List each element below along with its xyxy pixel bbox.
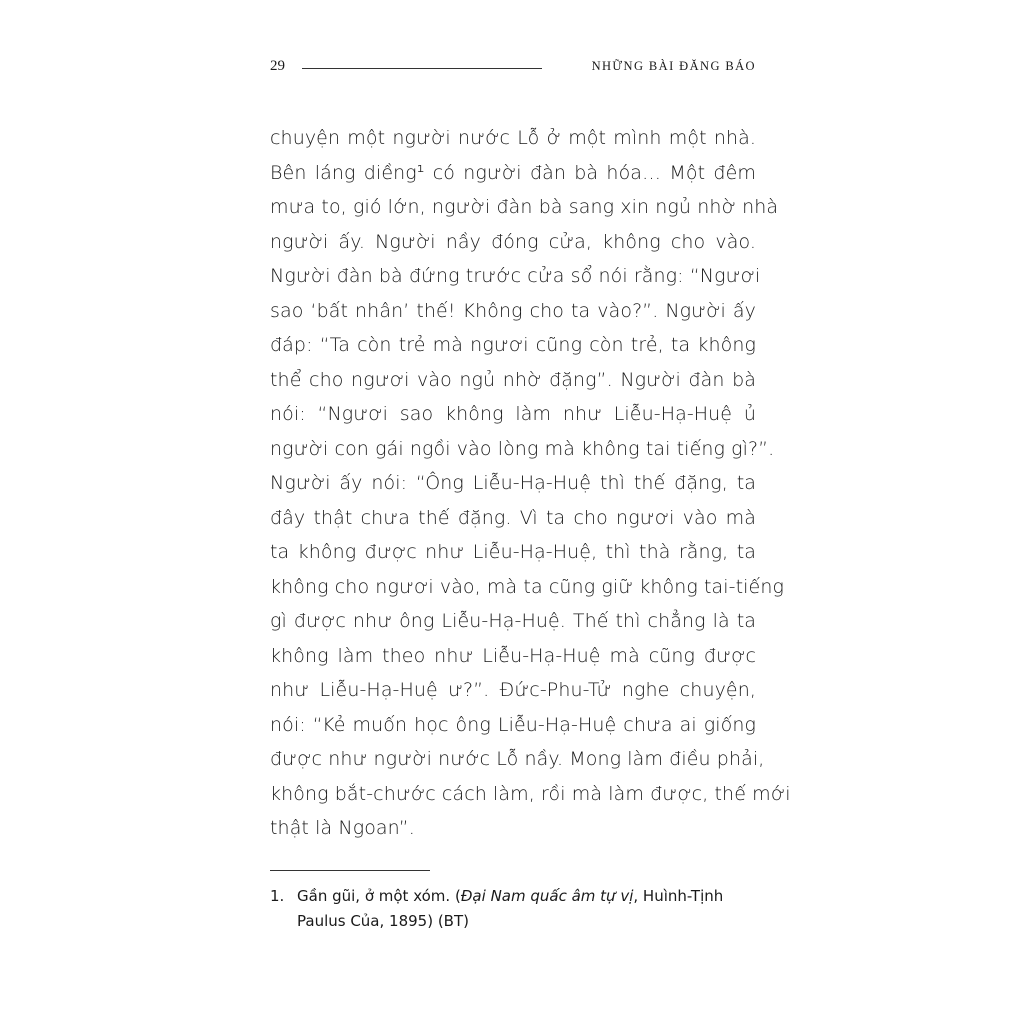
text-line: mưa to, gió lớn, người đàn bà sang xin ngủ nhờ nhà	[270, 196, 779, 218]
text-line: Bên láng diềng¹ có người đàn bà hóa… Một đêm	[270, 161, 756, 184]
text-line: gì được như ông Liễu-Hạ-Huệ. Thế thì chẳng là ta	[270, 610, 756, 632]
text-line: được như người nước Lỗ nầy. Mong làm điều phải,	[270, 748, 765, 770]
header-rule	[302, 68, 542, 69]
footnote-line-1	[297, 884, 756, 909]
text-line: không bắt-chước cách làm, rồi mà làm được, thế mới	[270, 782, 791, 805]
text-line: Người đàn bà đứng trước cửa sổ nói rằng: “Ngươi	[270, 265, 761, 287]
body-text	[270, 121, 791, 846]
text-line: nói: “Ngươi sao không làm như Liễu-Hạ-Huệ ủ	[270, 403, 756, 425]
footnote-line-2: Paulus Của, 1895) (BT)	[297, 912, 469, 930]
text-line: đáp: “Ta còn trẻ mà ngươi cũng còn trẻ, ta không	[270, 334, 756, 356]
running-title: NHỮNG BÀI ĐĂNG BÁO	[591, 59, 756, 73]
footnote-rule	[270, 870, 430, 871]
footnote-number: 1.	[270, 887, 285, 905]
text-line: đây thật chưa thế đặng. Vì ta cho ngươi vào mà	[270, 506, 756, 529]
text-line: sao ‘bất nhân’ thế! Không cho ta vào?”. Người ấy	[270, 299, 756, 322]
text-line: nói: “Kẻ muốn học ông Liễu-Hạ-Huệ chưa ai giống	[270, 713, 756, 736]
text-line: chuyện một người nước Lỗ ở một mình một nhà.	[270, 127, 756, 149]
text-line: không làm theo như Liễu-Hạ-Huệ mà cũng được	[270, 644, 756, 667]
text-line: Người ấy nói: “Ông Liễu-Hạ-Huệ thì thế đặng, ta	[270, 472, 756, 494]
footnote-suffix: , Huình-Tịnh	[633, 887, 724, 905]
footnote-prefix: Gần gũi, ở một xóm. (	[297, 887, 461, 905]
text-line: như Liễu-Hạ-Huệ ư?”. Đức-Phu-Tử nghe chuyện,	[270, 679, 756, 701]
text-line: thật là Ngoan”.	[270, 817, 415, 839]
text-line: người con gái ngồi vào lòng mà không tai tiếng gì?”.	[270, 437, 775, 460]
text-line: ta không được như Liễu-Hạ-Huệ, thì thà rằng, ta	[270, 541, 756, 563]
page-header	[270, 56, 756, 80]
footnote-text	[297, 884, 756, 934]
page-number: 29	[270, 58, 285, 74]
footnote-source-title: Đại Nam quấc âm tự vị	[460, 887, 634, 905]
text-line: không cho ngươi vào, mà ta cũng giữ không tai-tiếng	[270, 575, 784, 598]
text-line: thể cho ngươi vào ngủ nhờ đặng”. Người đàn bà	[270, 368, 756, 391]
text-line: người ấy. Người nầy đóng cửa, không cho vào.	[270, 230, 756, 253]
